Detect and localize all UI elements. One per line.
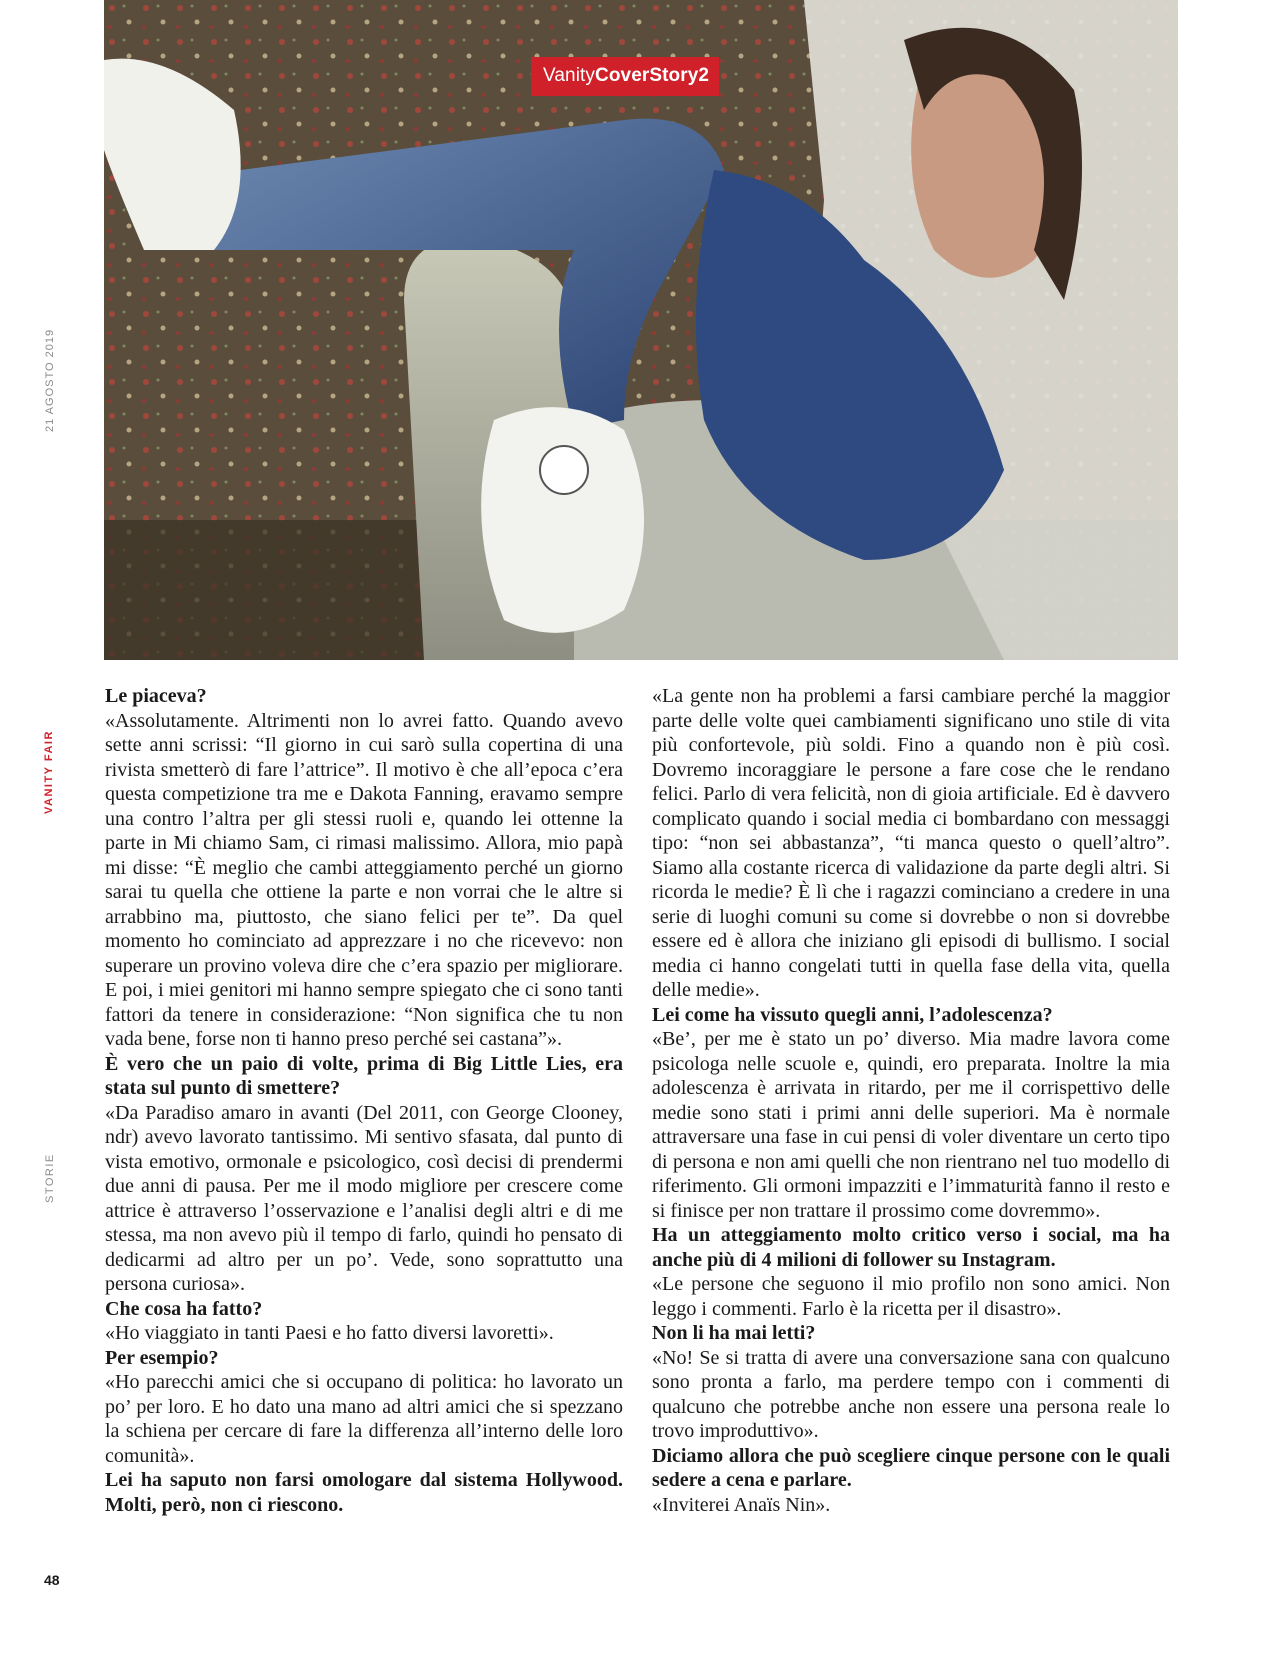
interview-answer: «Assolutamente. Altrimenti non lo avrei fatto. Quando avevo sette anni scrissi: “Il giorno in cui sarò sulla copertina di una rivista smetterò di fare l’attrice”. Il motivo è che all’epoca c’era questa competizione tra me e Dakota Fanning, eravamo sempre una contro l’altra per gli stessi ruoli e, quando lei ottenne la parte in Mi chiamo Sam, ci rimasi malissimo. Allora, mio papà mi disse: “È meglio che cambi atteggiamento perché un giorno sarai tu quella che ottiene la parte e non vorrai che le altre si arrabbino ma, piuttosto, che siano felici per te”. Da quel momento ho cominciato ad apprezzare i no che ricevevo: non superare un provino voleva dire che c’era spazio per migliorare. E poi, i miei genitori mi hanno sempre spiegato che ci sono tanti fattori da tenere in considerazione: “Non significa che tu non vada bene, forse non ti hanno preso perché sei castana”». [105, 709, 623, 1050]
page-number: 48 [44, 1572, 60, 1588]
interview-answer: «No! Se si tratta di avere una conversazione sana con qualcuno sono pronta a farlo, ma perdere tempo con i commenti di qualcuno che potrebbe anche non essere una persona reale lo trovo improduttivo». [652, 1346, 1170, 1442]
interview-answer: «Inviterei Anaïs Nin». [652, 1493, 831, 1516]
cover-tag-prefix: Vanity [543, 65, 595, 86]
interview-question: Lei come ha vissuto quegli anni, l’adolescenza? [652, 1003, 1053, 1026]
issue-date: 21 AGOSTO 2019 [44, 328, 56, 432]
interview-answer: «Le persone che seguono il mio profilo non sono amici. Non leggo i commenti. Farlo è la ricetta per il disastro». [652, 1273, 1170, 1320]
interview-answer: «Ho parecchi amici che si occupano di politica: ho lavorato un po’ per loro. E ho dato una mano ad altri amici che si spezzano la schiena per cercare di fare la differenza all’interno delle loro comunità». [105, 1371, 623, 1467]
cover-tag-bold: CoverStory2 [595, 65, 710, 86]
cover-photo [104, 0, 1178, 660]
cover-story-tag [531, 57, 719, 96]
interview-question: Diciamo allora che può scegliere cinque persone con le quali sedere a cena e parlare. [652, 1444, 1170, 1491]
interview-answer: «Be’, per me è stato un po’ diverso. Mia madre lavora come psicologa nelle scuole e, quindi, ero preparata. Inoltre la mia adolescenza è arrivata in ritardo, per me il corrispettivo delle medie sono stati i primi anni delle superiori. Ma è normale attraversare una fase in cui pensi di voler diventare un certo tipo di persona e non ami quelli che non rientrano nel tuo modello di riferimento. Gli ormoni impazziti e l’immaturità fanno il resto e si finisce per non trattare il prossimo come dovremmo». [652, 1028, 1170, 1222]
interview-question: Non li ha mai letti? [652, 1322, 816, 1344]
interview-answer: «Da Paradiso amaro in avanti (Del 2011, con George Clooney, ndr) avevo lavorato tantissimo. Mi sentivo sfasata, dal punto di vista emotivo, ormonale e psicologico, così decisi di prendermi due anni di pausa. Per me il modo migliore per crescere come attrice è attraverso l’osservazione e l’analisi degli altri e di me stessa, ma non avevo più il tempo di farlo, quindi ho pensato di dedicarmi ad altro per un po’. Vede, sono soprattutto una persona curiosa». [105, 1101, 623, 1295]
cover-photo-illustration [104, 0, 1178, 660]
interview-question: Le piaceva? [105, 685, 207, 707]
interview-answer: «La gente non ha problemi a farsi cambiare perché la maggior parte delle volte quei cambiamenti significano uno stile di vita più confortevole, più soldi. Fino a quando non è più così. Dovremo incoraggiare le persone a fare cose che le rendano felici. Parlo di vera felicità, non di gioia artificiale. Ed è davvero complicato quando i social media ci bombardano con messaggi tipo: “non sei abbastanza”, “ti manca questo o quell’altro”. Siamo alla costante ricerca di validazione da parte degli altri. Si ricorda le medie? È lì che i ragazzi cominciano a credere in una serie di luoghi comuni su come si dovrebbe o non si dovrebbe essere ed è allora che iniziano gli episodi di bullismo. I social media ci hanno congelati tutti in quella fase della vita, quella delle medie». [652, 685, 1170, 1001]
article-column-left [105, 684, 623, 1517]
interview-question: Per esempio? [105, 1346, 219, 1369]
section-label: STORIE [44, 1153, 56, 1203]
interview-question: È vero che un paio di volte, prima di Big Little Lies, era stata sul punto di smettere? [105, 1052, 623, 1099]
magazine-brand: VANITY FAIR [43, 730, 55, 814]
interview-answer: «Ho viaggiato in tanti Paesi e ho fatto diversi lavoretti». [105, 1322, 554, 1344]
interview-question: Lei ha saputo non farsi omologare dal sistema Hollywood. Molti, però, non ci riescono. [105, 1469, 623, 1516]
interview-question: Che cosa ha fatto? [105, 1297, 263, 1320]
article-column-right [652, 684, 1170, 1517]
interview-question: Ha un atteggiamento molto critico verso i social, ma ha anche più di 4 milioni di follower su Instagram. [652, 1224, 1170, 1271]
